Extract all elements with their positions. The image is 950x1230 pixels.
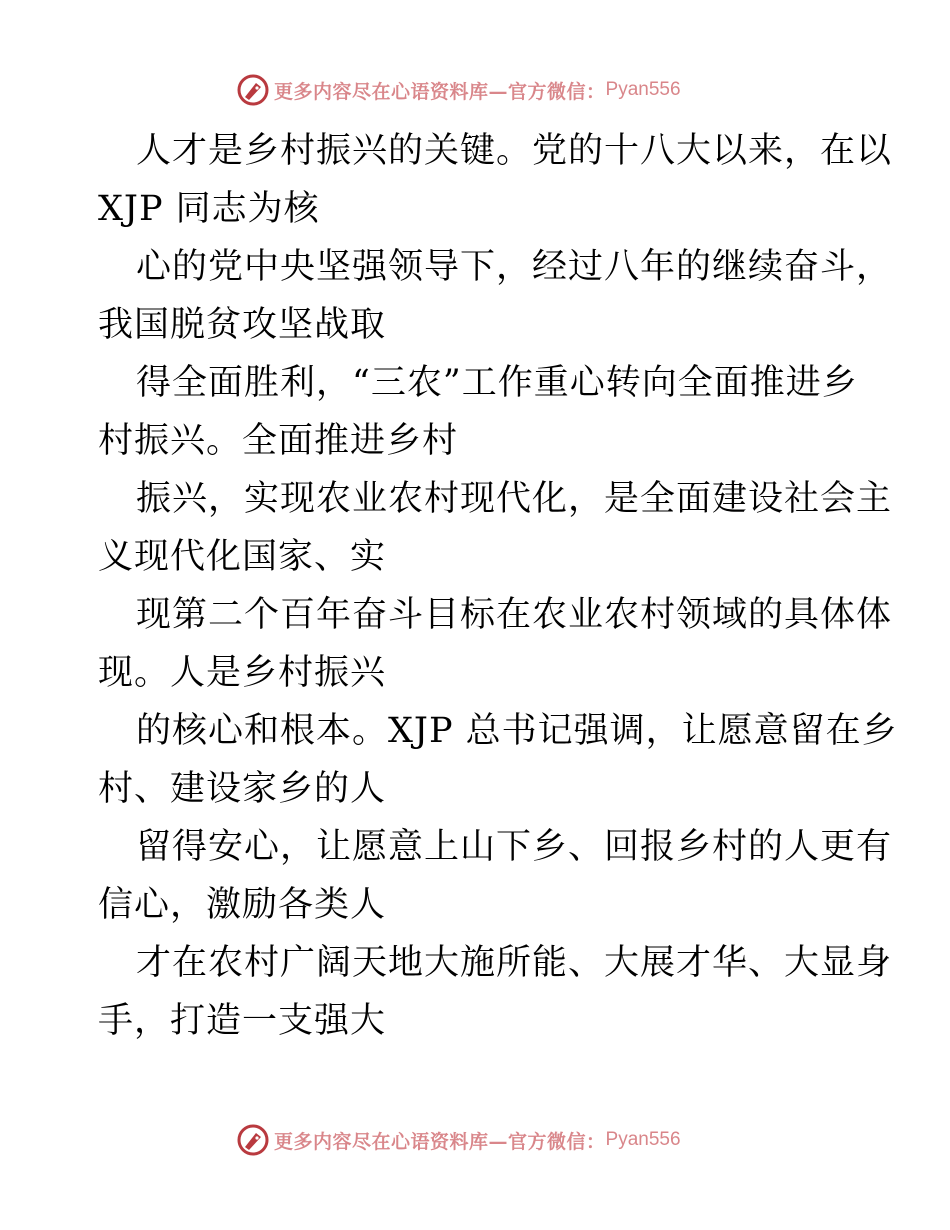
body-line: 村振兴。全面推进乡村 [98, 421, 459, 461]
body-line: 得全面胜利，“三农”工作重心转向全面推进乡 [136, 363, 858, 403]
document-body [98, 122, 898, 1050]
header-banner-wechat-id: Pyan556 [605, 79, 681, 100]
pen-nib-circle-icon [236, 1123, 270, 1157]
footer-banner-text: 更多内容尽在心语资料库—官方微信： [274, 1130, 606, 1153]
body-line: 现第二个百年奋斗目标在农业农村领域的具体体 [136, 595, 893, 635]
body-line: 才在农村广阔天地大施所能、大展才华、大显身 [136, 943, 893, 983]
body-line: 村、建设家乡的人 [98, 769, 387, 809]
header-banner [236, 73, 716, 107]
pen-nib-circle-icon [236, 73, 270, 107]
body-line: 义现代化国家、实 [98, 537, 387, 577]
body-line: 我国脱贫攻坚战取 [98, 305, 387, 345]
body-line: 信心，激励各类人 [98, 885, 387, 925]
footer-banner [236, 1123, 716, 1157]
body-line: 振兴，实现农业农村现代化，是全面建设社会主 [136, 479, 893, 519]
header-banner-text: 更多内容尽在心语资料库—官方微信： [274, 80, 606, 103]
body-line: 的核心和根本。XJP 总书记强调，让愿意留在乡 [136, 711, 898, 751]
body-line: 现。人是乡村振兴 [98, 653, 387, 693]
body-line: 手，打造一支强大 [98, 1001, 387, 1041]
body-line: XJP 同志为核 [98, 189, 320, 229]
body-line: 留得安心，让愿意上山下乡、回报乡村的人更有 [136, 827, 893, 867]
body-line: 心的党中央坚强领导下，经过八年的继续奋斗， [136, 247, 893, 287]
body-line: 人才是乡村振兴的关键。党的十八大以来，在以 [136, 131, 893, 171]
footer-banner-wechat-id: Pyan556 [605, 1129, 681, 1150]
